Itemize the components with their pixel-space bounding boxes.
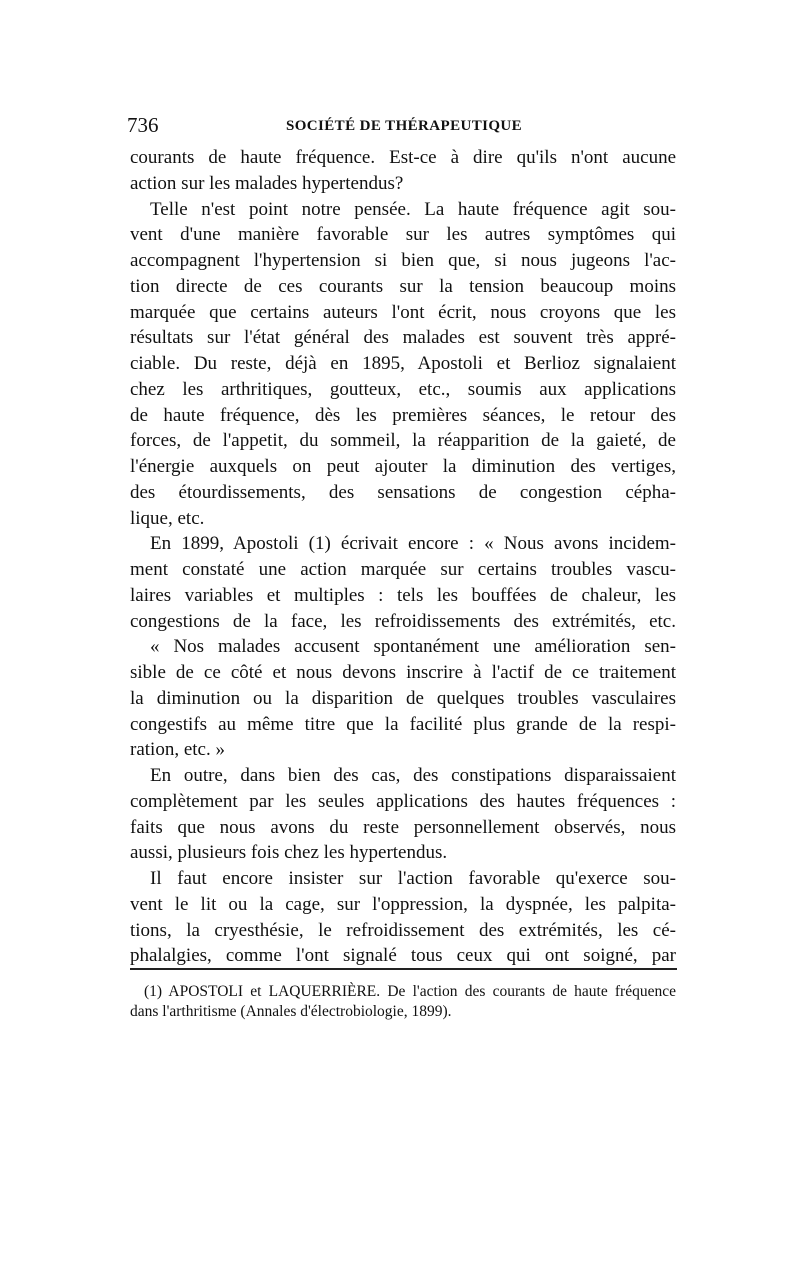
text-line: aussi, plusieurs fois chez les hypertendus. [130,842,448,864]
text-line: congestions de la face, les refroidissements des extrémités, etc. [130,610,676,632]
text-line: vent d'une manière favorable sur les autres symptômes qui [130,224,676,246]
text-line: lique, etc. [130,507,205,529]
text-line: marquée que certains auteurs l'ont écrit, nous croyons que les [130,301,676,323]
text-line: En outre, dans bien des cas, des constipations disparaissaient [150,765,676,786]
text-line: vent le lit ou la cage, sur l'oppression, la dyspnée, les palpita- [130,893,676,915]
text-line: En 1899, Apostoli (1) écrivait encore : « Nous avons incidem- [150,533,676,555]
footnote-line: (1) APOSTOLI et LAQUERRIÈRE. De l'action des courants de haute fréquence [144,983,676,1000]
text-line: Telle n'est point notre pensée. La haute fréquence agit sou- [150,198,676,220]
text-line: laires variables et multiples : tels les bouffées de chaleur, les [130,584,676,606]
text-line: faits que nous avons du reste personnellement observés, nous [130,816,676,838]
text-line: Il faut encore insister sur l'action favorable qu'exerce sou- [150,868,676,889]
text-line: résultats sur l'état général des malades est souvent très appré- [130,327,676,349]
text-line: courants de haute fréquence. Est-ce à dire qu'ils n'ont aucune [130,147,676,168]
body-text [130,145,676,969]
text-line: phalalgies, comme l'ont signalé tous ceux qui ont soigné, par [130,945,676,967]
text-line: tion directe de ces courants sur la tension beaucoup moins [130,275,676,297]
text-line: des étourdissements, des sensations de congestion cépha- [130,481,676,503]
text-line: ration, etc. » [130,739,225,761]
text-line: « Nos malades accusent spontanément une amélioration sen- [150,636,676,658]
page-header [127,112,677,142]
text-line: l'énergie auxquels on peut ajouter la diminution des vertiges, [130,456,676,477]
text-line: la diminution ou la disparition de quelques troubles vasculaires [130,687,676,709]
text-line: congestifs au même titre que la facilité plus grande de la respi- [130,713,676,735]
text-line: accompagnent l'hypertension si bien que, si nous jugeons l'ac- [130,250,676,271]
running-head: SOCIÉTÉ DE THÉRAPEUTIQUE [286,118,523,134]
footnote [130,982,676,1022]
text-line: complètement par les seules applications des hautes fréquences : [130,790,676,812]
text-line: de haute fréquence, dès les premières séances, le retour des [130,404,676,426]
text-line: action sur les malades hypertendus? [130,172,404,194]
text-line: sible de ce côté et nous devons inscrire à l'actif de ce traitement [130,662,676,683]
text-line: ciable. Du reste, déjà en 1895, Apostoli et Berlioz signalaient [130,353,676,374]
page-number: 736 [127,113,159,137]
footnote-line: dans l'arthritisme (Annales d'électrobiologie, 1899). [130,1003,452,1020]
text-line: forces, de l'appetit, du sommeil, la réapparition de la gaieté, de [130,430,676,452]
footnote-rule [130,968,677,970]
text-line: ment constaté une action marquée sur certains troubles vascu- [130,559,676,580]
text-line: chez les arthritiques, goutteux, etc., soumis aux applications [130,378,676,400]
text-line: tions, la cryesthésie, le refroidissement des extrémités, les cé- [130,919,676,941]
